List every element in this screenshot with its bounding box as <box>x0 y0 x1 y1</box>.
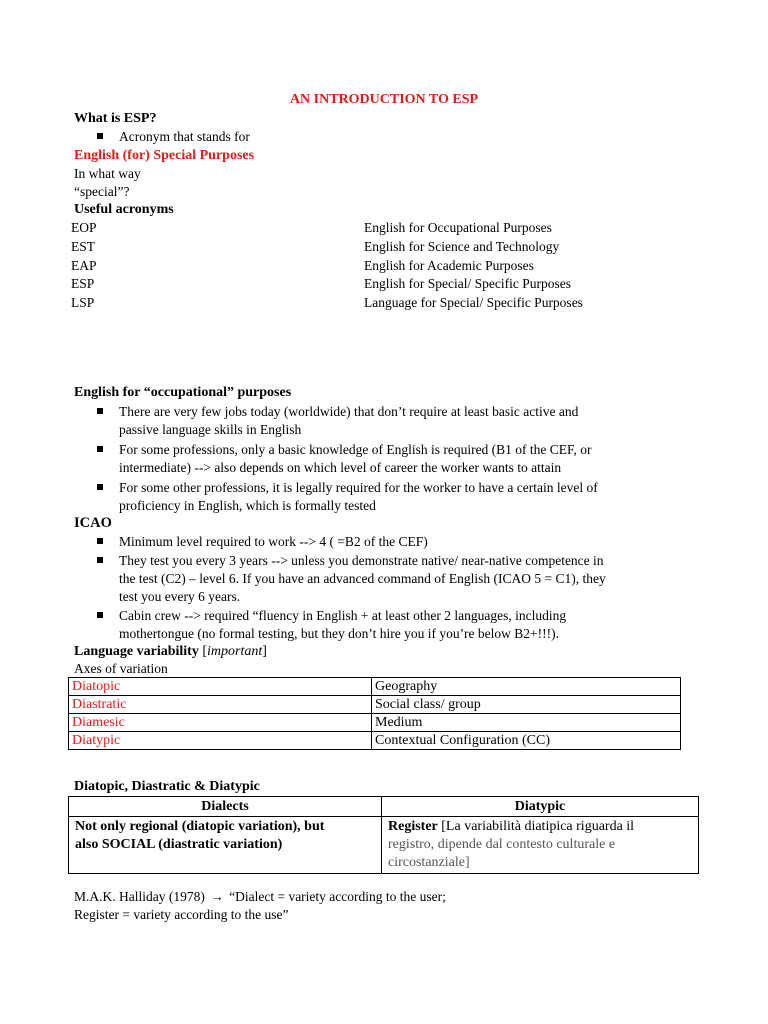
variability-heading <box>74 643 267 661</box>
bullet-icon <box>97 612 103 618</box>
variability-heading-italic: important <box>207 644 263 659</box>
occupational-bullet-line: For some professions, only a basic knowledge of English is required (B1 of the CEF, or <box>119 442 592 457</box>
dialects-cell <box>69 817 382 874</box>
axes-table <box>68 677 681 750</box>
table-row <box>69 732 681 750</box>
variability-bracket-close: ] <box>262 644 267 659</box>
diatypic-column-header: Diatypic <box>382 797 699 817</box>
table-header-row <box>69 797 699 817</box>
variability-heading-bold: Language variability <box>74 644 199 659</box>
occupational-bullet-line: proficiency in English, which is formally tested <box>119 498 376 513</box>
occupational-bullet-line: For some other professions, it is legally required for the worker to have a certain level of <box>119 480 598 495</box>
occupational-bullet-line: passive language skills in English <box>119 422 302 437</box>
table-row <box>69 714 681 732</box>
diatypic-cell-line: [La variabilità diatipica riguarda il <box>437 819 635 834</box>
halliday-citation: M.A.K. Halliday (1978) <box>74 889 205 904</box>
axis-cell: Diatopic <box>69 678 372 696</box>
acronym-bullet-text: Acronym that stands for <box>119 129 250 144</box>
axis-cell: Diastratic <box>69 696 372 714</box>
icao-bullet-line: They test you every 3 years --> unless you demonstrate native/ near-native competence in <box>119 553 604 568</box>
icao-bullet-line: test you every 6 years. <box>119 589 241 604</box>
icao-bullet-line: mothertongue (no formal testing, but they don’t hire you if you’re below B2+!!!). <box>119 626 560 641</box>
occupational-bullet-line: intermediate) --> also depends on which level of career the worker wants to attain <box>119 460 562 475</box>
bullet-icon <box>97 446 103 452</box>
variability-bracket-open: [ <box>198 644 208 659</box>
acronym-meaning: Language for Special/ Specific Purposes <box>364 295 583 310</box>
diatypic-cell-line: registro, dipende dal contesto culturale e <box>388 837 616 852</box>
halliday-quote-line <box>74 888 446 906</box>
dialects-table <box>68 796 699 874</box>
esp-expansion: English (for) Special Purposes <box>74 148 255 163</box>
bullet-icon <box>97 538 103 544</box>
halliday-quote-part: “Dialect = variety according to the user; <box>229 889 446 904</box>
document-title: AN INTRODUCTION TO ESP <box>289 92 479 107</box>
acronym-abbr: EOP <box>71 220 97 235</box>
acronym-meaning: English for Occupational Purposes <box>364 220 552 235</box>
register-label: Register <box>388 819 438 834</box>
diatypic-cell-line: circostanziale] <box>388 855 470 870</box>
special-question-text: “special”? <box>74 184 130 199</box>
axis-cell: Diamesic <box>69 714 372 732</box>
icao-bullet-line: Cabin crew --> required “fluency in English + at least other 2 languages, including <box>119 608 567 623</box>
dialects-cell-line: Not only regional (diatopic variation), but <box>75 819 325 834</box>
what-is-esp-heading: What is ESP? <box>74 111 157 126</box>
in-what-way-text: In what way <box>74 166 141 181</box>
diatypic-cell <box>382 817 699 874</box>
arrow-right-icon: → <box>210 889 224 904</box>
acronym-meaning: English for Special/ Specific Purposes <box>364 276 571 291</box>
icao-bullet-line: the test (C2) – level 6. If you have an advanced command of English (ICAO 5 = C1), they <box>119 571 606 586</box>
dialects-heading: Diatopic, Diastratic & Diatypic <box>74 779 260 794</box>
bullet-icon <box>97 484 103 490</box>
axes-of-variation-label: Axes of variation <box>74 661 168 676</box>
bullet-icon <box>97 133 103 139</box>
axis-cell: Diatypic <box>69 732 372 750</box>
halliday-quote-line: Register = variety according to the use” <box>74 907 289 922</box>
useful-acronyms-heading: Useful acronyms <box>74 202 174 217</box>
occupational-heading: English for “occupational” purposes <box>74 385 292 400</box>
table-row <box>69 678 681 696</box>
occupational-bullet-line: There are very few jobs today (worldwide) that don’t require at least basic active and <box>119 404 579 419</box>
acronym-abbr: EAP <box>71 258 97 273</box>
bullet-icon <box>97 408 103 414</box>
table-row <box>69 696 681 714</box>
acronym-abbr: EST <box>71 239 96 254</box>
dialects-cell-line: also SOCIAL (diastratic variation) <box>75 837 283 852</box>
axis-desc-cell: Social class/ group <box>372 696 681 714</box>
icao-bullet-line: Minimum level required to work --> 4 ( =B2 of the CEF) <box>119 534 428 549</box>
axis-desc-cell: Medium <box>372 714 681 732</box>
acronym-abbr: ESP <box>71 276 95 291</box>
table-row <box>69 817 699 874</box>
acronym-meaning: English for Science and Technology <box>364 239 560 254</box>
axis-desc-cell: Geography <box>372 678 681 696</box>
icao-heading: ICAO <box>74 515 112 531</box>
axis-desc-cell: Contextual Configuration (CC) <box>372 732 681 750</box>
acronym-abbr: LSP <box>71 295 95 310</box>
bullet-icon <box>97 557 103 563</box>
acronym-meaning: English for Academic Purposes <box>364 258 534 273</box>
dialects-column-header: Dialects <box>69 797 382 817</box>
